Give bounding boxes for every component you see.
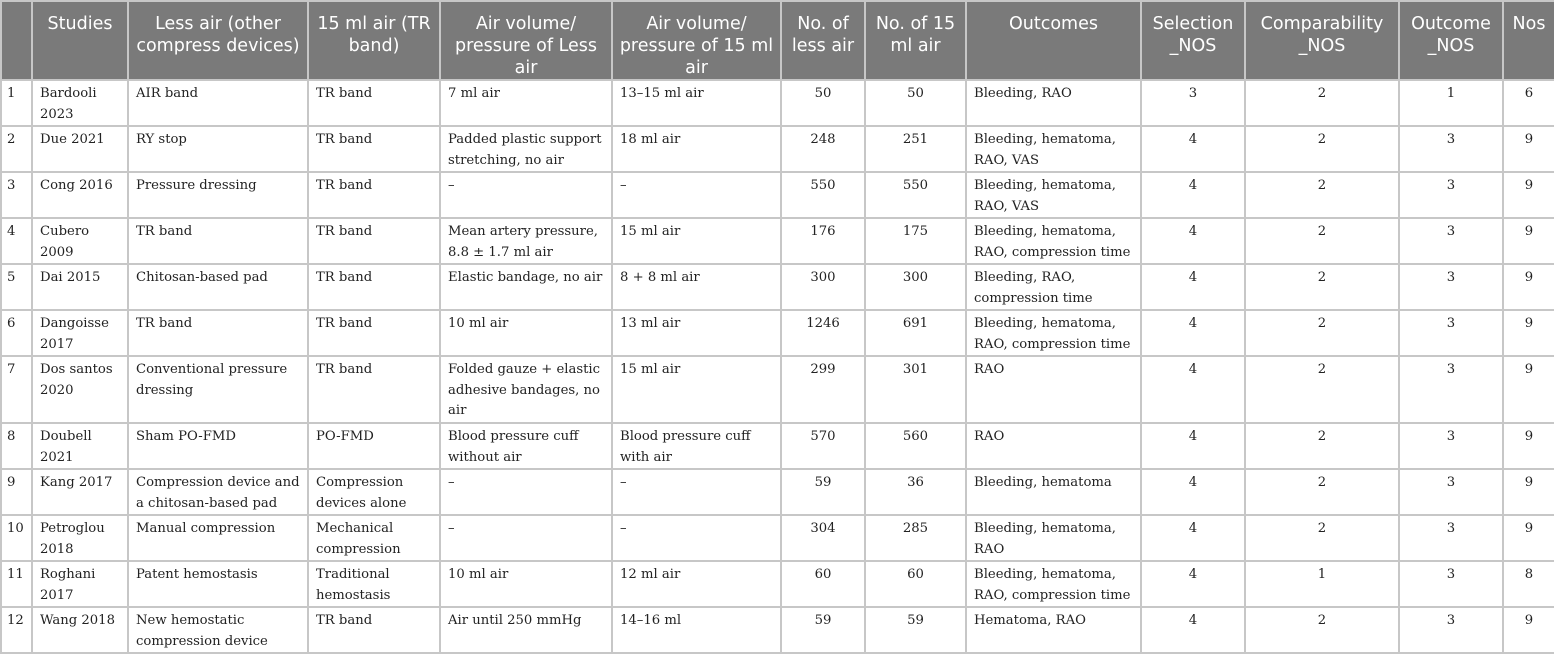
cell-study: Dai 2015: [32, 264, 128, 310]
cell-15ml-air-device: TR band: [308, 80, 440, 126]
cell-comparability-nos: 2: [1245, 172, 1399, 218]
cell-volume-15ml-air: –: [612, 172, 781, 218]
cell-outcomes: Bleeding, hematoma, RAO: [966, 515, 1141, 561]
table-row: [1, 356, 1554, 423]
cell-index: 1: [1, 80, 32, 126]
cell-nos: 9: [1503, 172, 1554, 218]
cell-comparability-nos: 1: [1245, 561, 1399, 607]
cell-comparability-nos: 2: [1245, 126, 1399, 172]
cell-study: Cubero 2009: [32, 218, 128, 264]
cell-15ml-air-device: TR band: [308, 264, 440, 310]
cell-volume-less-air: –: [440, 515, 612, 561]
header-volume-15ml-air: Air volume/ pressure of 15 ml air: [612, 1, 781, 80]
cell-volume-15ml-air: 18 ml air: [612, 126, 781, 172]
cell-study: Dos santos 2020: [32, 356, 128, 423]
cell-less-air-device: Chitosan-based pad: [128, 264, 308, 310]
cell-less-air-device: Compression device and a chitosan-based pad: [128, 469, 308, 515]
cell-15ml-air-device: TR band: [308, 607, 440, 653]
cell-nos: 9: [1503, 356, 1554, 423]
cell-outcome-nos: 3: [1399, 172, 1503, 218]
table-header-row: [1, 1, 1554, 80]
cell-15ml-air-device: Mechanical compression: [308, 515, 440, 561]
cell-outcomes: Bleeding, RAO, compression time: [966, 264, 1141, 310]
cell-index: 5: [1, 264, 32, 310]
cell-outcome-nos: 3: [1399, 515, 1503, 561]
cell-volume-15ml-air: 14–16 ml: [612, 607, 781, 653]
cell-index: 10: [1, 515, 32, 561]
cell-index: 11: [1, 561, 32, 607]
cell-less-air-device: Manual compression: [128, 515, 308, 561]
cell-selection-nos: 4: [1141, 469, 1245, 515]
cell-volume-less-air: Blood pressure cuff without air: [440, 423, 612, 469]
cell-n-less-air: 50: [781, 80, 865, 126]
cell-selection-nos: 4: [1141, 172, 1245, 218]
cell-study: Bardooli 2023: [32, 80, 128, 126]
cell-outcome-nos: 3: [1399, 356, 1503, 423]
cell-volume-less-air: –: [440, 172, 612, 218]
cell-volume-15ml-air: 8 + 8 ml air: [612, 264, 781, 310]
cell-less-air-device: Sham PO-FMD: [128, 423, 308, 469]
cell-nos: 9: [1503, 607, 1554, 653]
cell-index: 3: [1, 172, 32, 218]
cell-15ml-air-device: PO-FMD: [308, 423, 440, 469]
cell-study: Wang 2018: [32, 607, 128, 653]
header-outcome-nos: Outcome _NOS: [1399, 1, 1503, 80]
cell-15ml-air-device: TR band: [308, 126, 440, 172]
cell-study: Kang 2017: [32, 469, 128, 515]
cell-index: 12: [1, 607, 32, 653]
cell-nos: 9: [1503, 515, 1554, 561]
cell-less-air-device: Patent hemostasis: [128, 561, 308, 607]
header-nos: Nos: [1503, 1, 1554, 80]
cell-outcome-nos: 3: [1399, 423, 1503, 469]
cell-n-less-air: 1246: [781, 310, 865, 356]
cell-study: Dangoisse 2017: [32, 310, 128, 356]
header-volume-less-air: Air volume/ pressure of Less air: [440, 1, 612, 80]
header-less-air: Less air (other compress devices): [128, 1, 308, 80]
cell-comparability-nos: 2: [1245, 80, 1399, 126]
cell-comparability-nos: 2: [1245, 515, 1399, 561]
header-n-less-air: No. of less air: [781, 1, 865, 80]
cell-less-air-device: TR band: [128, 218, 308, 264]
cell-selection-nos: 4: [1141, 356, 1245, 423]
table-row: [1, 515, 1554, 561]
cell-nos: 9: [1503, 469, 1554, 515]
cell-outcome-nos: 3: [1399, 607, 1503, 653]
cell-outcomes: Bleeding, hematoma, RAO, VAS: [966, 126, 1141, 172]
cell-nos: 9: [1503, 310, 1554, 356]
cell-comparability-nos: 2: [1245, 310, 1399, 356]
header-selection-nos: Selection _NOS: [1141, 1, 1245, 80]
cell-selection-nos: 4: [1141, 423, 1245, 469]
cell-outcomes: Bleeding, hematoma: [966, 469, 1141, 515]
cell-n-less-air: 59: [781, 469, 865, 515]
cell-15ml-air-device: Traditional hemostasis: [308, 561, 440, 607]
cell-comparability-nos: 2: [1245, 607, 1399, 653]
cell-volume-less-air: Folded gauze + elastic adhesive bandages, no air: [440, 356, 612, 423]
cell-volume-15ml-air: 13–15 ml air: [612, 80, 781, 126]
cell-volume-less-air: Padded plastic support stretching, no air: [440, 126, 612, 172]
table-row: [1, 80, 1554, 126]
cell-n-less-air: 570: [781, 423, 865, 469]
cell-n-15ml-air: 175: [865, 218, 966, 264]
cell-study: Cong 2016: [32, 172, 128, 218]
cell-volume-less-air: –: [440, 469, 612, 515]
cell-15ml-air-device: Compression devices alone: [308, 469, 440, 515]
cell-volume-15ml-air: 12 ml air: [612, 561, 781, 607]
cell-less-air-device: Conventional pressure dressing: [128, 356, 308, 423]
table-row: [1, 423, 1554, 469]
cell-nos: 9: [1503, 423, 1554, 469]
cell-n-less-air: 248: [781, 126, 865, 172]
table-row: [1, 172, 1554, 218]
cell-selection-nos: 4: [1141, 515, 1245, 561]
cell-less-air-device: New hemostatic compression device: [128, 607, 308, 653]
cell-index: 7: [1, 356, 32, 423]
cell-n-15ml-air: 60: [865, 561, 966, 607]
cell-outcome-nos: 3: [1399, 561, 1503, 607]
cell-study: Due 2021: [32, 126, 128, 172]
cell-n-15ml-air: 59: [865, 607, 966, 653]
cell-index: 6: [1, 310, 32, 356]
cell-volume-15ml-air: –: [612, 469, 781, 515]
cell-less-air-device: AIR band: [128, 80, 308, 126]
cell-n-15ml-air: 251: [865, 126, 966, 172]
cell-outcomes: Bleeding, hematoma, RAO, compression time: [966, 561, 1141, 607]
cell-less-air-device: Pressure dressing: [128, 172, 308, 218]
cell-less-air-device: TR band: [128, 310, 308, 356]
cell-15ml-air-device: TR band: [308, 356, 440, 423]
cell-comparability-nos: 2: [1245, 423, 1399, 469]
cell-n-less-air: 304: [781, 515, 865, 561]
cell-15ml-air-device: TR band: [308, 310, 440, 356]
cell-15ml-air-device: TR band: [308, 218, 440, 264]
cell-n-15ml-air: 691: [865, 310, 966, 356]
header-n-15ml-air: No. of 15 ml air: [865, 1, 966, 80]
cell-selection-nos: 4: [1141, 607, 1245, 653]
cell-volume-15ml-air: 15 ml air: [612, 356, 781, 423]
cell-outcomes: RAO: [966, 423, 1141, 469]
table-row: [1, 469, 1554, 515]
cell-outcome-nos: 3: [1399, 310, 1503, 356]
table-row: [1, 126, 1554, 172]
table-row: [1, 218, 1554, 264]
cell-outcomes: Hematoma, RAO: [966, 607, 1141, 653]
cell-selection-nos: 4: [1141, 561, 1245, 607]
cell-volume-less-air: Air until 250 mmHg: [440, 607, 612, 653]
cell-comparability-nos: 2: [1245, 264, 1399, 310]
cell-volume-15ml-air: Blood pressure cuff with air: [612, 423, 781, 469]
cell-outcomes: Bleeding, hematoma, RAO, compression time: [966, 310, 1141, 356]
cell-n-15ml-air: 50: [865, 80, 966, 126]
cell-nos: 9: [1503, 126, 1554, 172]
cell-comparability-nos: 2: [1245, 469, 1399, 515]
cell-n-less-air: 176: [781, 218, 865, 264]
cell-n-15ml-air: 550: [865, 172, 966, 218]
cell-n-less-air: 60: [781, 561, 865, 607]
cell-outcomes: Bleeding, RAO: [966, 80, 1141, 126]
cell-study: Petroglou 2018: [32, 515, 128, 561]
cell-volume-less-air: 10 ml air: [440, 310, 612, 356]
cell-n-less-air: 59: [781, 607, 865, 653]
header-studies: Studies: [32, 1, 128, 80]
header-outcomes: Outcomes: [966, 1, 1141, 80]
cell-index: 2: [1, 126, 32, 172]
cell-volume-15ml-air: –: [612, 515, 781, 561]
cell-outcomes: Bleeding, hematoma, RAO, VAS: [966, 172, 1141, 218]
cell-selection-nos: 4: [1141, 126, 1245, 172]
cell-outcome-nos: 3: [1399, 126, 1503, 172]
cell-n-less-air: 299: [781, 356, 865, 423]
cell-comparability-nos: 2: [1245, 356, 1399, 423]
cell-volume-less-air: Elastic bandage, no air: [440, 264, 612, 310]
header-index: [1, 1, 32, 80]
cell-index: 4: [1, 218, 32, 264]
cell-15ml-air-device: TR band: [308, 172, 440, 218]
cell-volume-less-air: Mean artery pressure, 8.8 ± 1.7 ml air: [440, 218, 612, 264]
cell-outcome-nos: 3: [1399, 469, 1503, 515]
cell-comparability-nos: 2: [1245, 218, 1399, 264]
cell-outcome-nos: 3: [1399, 218, 1503, 264]
cell-outcome-nos: 1: [1399, 80, 1503, 126]
cell-selection-nos: 4: [1141, 218, 1245, 264]
cell-study: Roghani 2017: [32, 561, 128, 607]
cell-nos: 9: [1503, 264, 1554, 310]
cell-selection-nos: 4: [1141, 310, 1245, 356]
cell-selection-nos: 3: [1141, 80, 1245, 126]
cell-n-15ml-air: 36: [865, 469, 966, 515]
cell-n-15ml-air: 301: [865, 356, 966, 423]
cell-index: 9: [1, 469, 32, 515]
cell-volume-less-air: 7 ml air: [440, 80, 612, 126]
header-comparability-nos: Comparability _NOS: [1245, 1, 1399, 80]
cell-nos: 9: [1503, 218, 1554, 264]
table-row: [1, 607, 1554, 653]
cell-n-15ml-air: 285: [865, 515, 966, 561]
table-row: [1, 264, 1554, 310]
cell-n-less-air: 550: [781, 172, 865, 218]
table-row: [1, 310, 1554, 356]
table-body: [1, 80, 1554, 653]
cell-selection-nos: 4: [1141, 264, 1245, 310]
cell-study: Doubell 2021: [32, 423, 128, 469]
header-15ml-air: 15 ml air (TR band): [308, 1, 440, 80]
cell-outcomes: RAO: [966, 356, 1141, 423]
cell-outcomes: Bleeding, hematoma, RAO, compression time: [966, 218, 1141, 264]
cell-volume-15ml-air: 15 ml air: [612, 218, 781, 264]
cell-volume-less-air: 10 ml air: [440, 561, 612, 607]
cell-index: 8: [1, 423, 32, 469]
cell-n-15ml-air: 300: [865, 264, 966, 310]
cell-volume-15ml-air: 13 ml air: [612, 310, 781, 356]
cell-outcome-nos: 3: [1399, 264, 1503, 310]
cell-n-less-air: 300: [781, 264, 865, 310]
table-row: [1, 561, 1554, 607]
cell-nos: 6: [1503, 80, 1554, 126]
cell-less-air-device: RY stop: [128, 126, 308, 172]
cell-n-15ml-air: 560: [865, 423, 966, 469]
cell-nos: 8: [1503, 561, 1554, 607]
